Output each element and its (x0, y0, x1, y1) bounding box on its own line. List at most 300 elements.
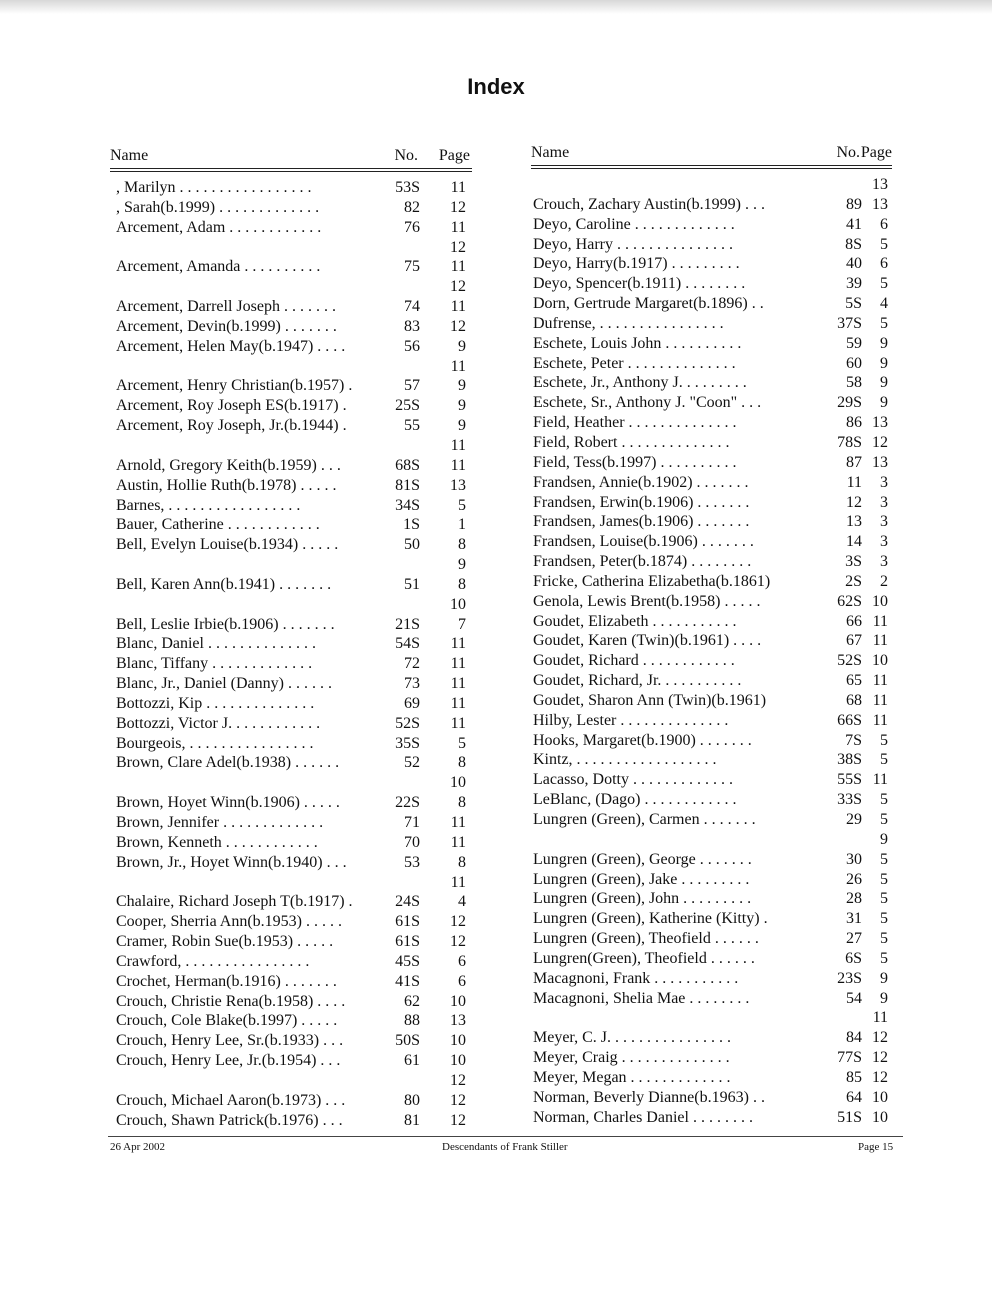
entry-page: 11 (450, 873, 466, 891)
entry-name: Lungren(Green), Theofield . . . . . . (533, 949, 755, 967)
entry-number: 33S (837, 791, 862, 809)
entry-name: Goudet, Richard, Jr. . . . . . . . . . . (533, 672, 742, 690)
entry-page: 5 (458, 734, 466, 752)
entry-number: 38S (837, 751, 862, 769)
entry-number: 1S (403, 516, 420, 534)
entry-page: 13 (450, 476, 466, 494)
entry-number: 89 (846, 195, 862, 213)
index-entry (531, 532, 892, 552)
index-entry (110, 813, 472, 833)
index-entry (110, 1051, 472, 1071)
entry-name: Bell, Leslie Irbie(b.1906) . . . . . . . (116, 615, 335, 633)
entry-page: 5 (880, 870, 888, 888)
entry-name: Barnes, . . . . . . . . . . . . . . . . . (116, 496, 301, 514)
entry-page: 11 (450, 814, 466, 831)
entry-number: 61S (395, 933, 420, 951)
entry-name: Arcement, Roy Joseph, Jr.(b.1944) . (116, 417, 347, 435)
entry-page: 12 (450, 238, 466, 256)
entry-page: 11 (450, 258, 466, 276)
entry-name: Lacasso, Dotty . . . . . . . . . . . . . (533, 771, 733, 789)
page-title: Index (467, 74, 525, 99)
entry-number: 85 (846, 1068, 862, 1086)
index-entry (531, 294, 892, 314)
entry-name: Eschete, Peter . . . . . . . . . . . . . . (533, 354, 736, 372)
entry-page: 9 (458, 417, 466, 435)
header-name: Name (110, 147, 149, 164)
index-entry (531, 770, 892, 790)
entry-page: 3 (880, 473, 888, 491)
index-entry (110, 615, 472, 635)
entry-page: 5 (880, 731, 888, 749)
entry-number: 6S (845, 949, 862, 967)
entry-page: 10 (450, 595, 466, 613)
index-entry (110, 873, 472, 893)
entry-page: 10 (872, 652, 888, 670)
entry-page: 2 (880, 572, 888, 590)
entry-name: Frandsen, Peter(b.1874) . . . . . . . . (533, 553, 752, 571)
index-entry (110, 734, 472, 754)
entry-name: Brown, Jr., Hoyet Winn(b.1940) . . . (116, 853, 347, 871)
entry-name: Macagnoni, Shelia Mae . . . . . . . . (533, 989, 750, 1007)
header-no: No. (836, 144, 860, 161)
entry-number: 52S (837, 652, 862, 670)
entry-number: 26 (846, 870, 862, 888)
entry-name: Macagnoni, Frank . . . . . . . . . . . (533, 969, 739, 987)
index-entry (110, 1031, 472, 1051)
index-entry (110, 337, 472, 357)
entry-number: 23S (837, 969, 862, 987)
entry-number: 50S (395, 1032, 420, 1050)
index-entry (531, 175, 892, 195)
entry-page: 11 (872, 612, 888, 630)
entry-number: 62S (837, 592, 862, 610)
entry-page: 11 (872, 771, 888, 789)
entry-name: Crochet, Herman(b.1916) . . . . . . . (116, 972, 337, 990)
footer-page-number: Page 15 (858, 1141, 894, 1153)
index-entry (531, 691, 892, 711)
entry-page: 13 (872, 414, 888, 432)
entry-name: , Sarah(b.1999) . . . . . . . . . . . . . (116, 198, 320, 216)
entry-name: Arcement, Devin(b.1999) . . . . . . . (116, 317, 337, 335)
index-entry (531, 671, 892, 691)
entry-page: 11 (450, 456, 466, 474)
entry-number: 71 (404, 814, 420, 831)
index-entry (110, 1111, 472, 1131)
entry-name: Lungren (Green), Theofield . . . . . . (533, 930, 759, 948)
index-entry (110, 674, 472, 694)
index-entry (531, 195, 892, 215)
index-entry (110, 555, 472, 575)
entry-number: 29S (837, 394, 862, 412)
entry-page: 11 (872, 711, 888, 729)
index-entry (110, 575, 472, 595)
entry-page: 10 (872, 1108, 888, 1126)
entry-number: 30 (846, 850, 862, 868)
index-rows-left (110, 178, 472, 1131)
index-entry (110, 257, 472, 277)
entry-page: 9 (880, 354, 888, 372)
column-header (531, 143, 892, 165)
entry-name: Fricke, Catherina Elizabetha(b.1861) (533, 572, 771, 590)
index-entry (531, 274, 892, 294)
entry-number: 83 (404, 317, 420, 335)
entry-number: 45S (395, 952, 420, 970)
entry-number: 53 (404, 853, 420, 871)
footer-rule (108, 1136, 903, 1137)
entry-number: 66 (846, 612, 862, 630)
index-entry (531, 750, 892, 770)
entry-number: 53S (395, 179, 420, 196)
entry-page: 9 (458, 337, 466, 355)
entry-number: 27 (846, 930, 862, 948)
index-entry (110, 773, 472, 793)
index-entry (531, 552, 892, 572)
index-entry (110, 654, 472, 674)
entry-name: Brown, Kenneth . . . . . . . . . . . . (116, 833, 318, 851)
index-entry (110, 714, 472, 734)
index-entry (531, 1108, 892, 1128)
entry-name: Blanc, Daniel . . . . . . . . . . . . . . (116, 635, 316, 653)
index-entry (531, 790, 892, 810)
entry-page: 8 (458, 536, 466, 554)
entry-page: 9 (880, 374, 888, 392)
entry-number: 76 (404, 218, 420, 236)
entry-number: 57 (404, 377, 420, 395)
index-entry (531, 314, 892, 334)
entry-number: 28 (846, 890, 862, 908)
entry-page: 4 (880, 295, 888, 313)
entry-name: Arnold, Gregory Keith(b.1959) . . . (116, 456, 341, 474)
entry-page: 5 (880, 850, 888, 868)
index-entry (531, 473, 892, 493)
header-no: No. (394, 147, 418, 164)
entry-name: Lungren (Green), John . . . . . . . . . (533, 890, 752, 908)
entry-page: 13 (872, 176, 888, 193)
index-entry (531, 215, 892, 235)
entry-number: 11 (846, 473, 862, 491)
entry-name: Meyer, C. J. . . . . . . . . . . . . . . . (533, 1029, 732, 1047)
entry-name: Frandsen, James(b.1906) . . . . . . . (533, 513, 750, 531)
header-name: Name (531, 144, 570, 161)
entry-page: 5 (880, 275, 888, 293)
entry-name: Dufrense, . . . . . . . . . . . . . . . . (533, 314, 724, 332)
index-entry (110, 912, 472, 932)
entry-page: 11 (872, 691, 888, 709)
index-entry (110, 634, 472, 654)
entry-page: 5 (880, 930, 888, 948)
entry-name: Field, Robert . . . . . . . . . . . . . . (533, 433, 730, 451)
entry-page: 9 (880, 969, 888, 987)
index-entry (531, 453, 892, 473)
entry-name: Field, Tess(b.1997) . . . . . . . . . . (533, 453, 737, 471)
entry-name: Arcement, Darrell Joseph . . . . . . . (116, 298, 336, 316)
entry-number: 51S (837, 1108, 862, 1126)
entry-page: 3 (880, 493, 888, 511)
entry-number: 22S (395, 794, 420, 812)
index-entry (531, 393, 892, 413)
index-entry (531, 512, 892, 532)
entry-name: Crawford, . . . . . . . . . . . . . . . . (116, 952, 310, 970)
entry-name: Lungren (Green), George . . . . . . . (533, 850, 752, 868)
entry-name: Hilby, Lester . . . . . . . . . . . . . . (533, 711, 729, 729)
entry-page: 6 (458, 952, 466, 970)
entry-number: 80 (404, 1091, 420, 1109)
entry-name: Goudet, Richard . . . . . . . . . . . . (533, 652, 735, 670)
entry-number: 75 (404, 258, 420, 276)
entry-name: Cramer, Robin Sue(b.1953) . . . . . (116, 933, 334, 951)
entry-page: 10 (450, 1032, 466, 1050)
entry-name: Hooks, Margaret(b.1900) . . . . . . . (533, 731, 752, 749)
entry-number: 56 (404, 337, 420, 355)
entry-page: 3 (880, 553, 888, 571)
entry-number: 65 (846, 672, 862, 690)
entry-name: Norman, Beverly Dianne(b.1963) . . (533, 1088, 765, 1106)
entry-number: 31 (846, 910, 862, 928)
entry-number: 52S (395, 714, 420, 732)
entry-number: 40 (846, 255, 862, 273)
entry-name: Bauer, Catherine . . . . . . . . . . . . (116, 516, 320, 534)
entry-page: 3 (880, 513, 888, 531)
index-entry (110, 416, 472, 436)
entry-page: 10 (872, 592, 888, 610)
index-entry (531, 1028, 892, 1048)
header-page: Page (438, 147, 470, 164)
entry-number: 41 (846, 215, 862, 233)
entry-number: 67 (846, 632, 862, 650)
index-entry (531, 989, 892, 1009)
entry-name: Bottozzi, Victor J. . . . . . . . . . . . (116, 714, 321, 732)
entry-number: 12 (846, 493, 862, 511)
entry-name: Eschete, Sr., Anthony J. "Coon" . . . (533, 394, 762, 412)
entry-name: Brown, Hoyet Winn(b.1906) . . . . . (116, 794, 340, 812)
index-entry (531, 254, 892, 274)
entry-number: 34S (395, 496, 420, 514)
index-entry (110, 456, 472, 476)
index-entry (531, 810, 892, 830)
index-entry (531, 373, 892, 393)
entry-number: 55S (837, 771, 862, 789)
entry-page: 5 (880, 791, 888, 809)
index-entry (531, 889, 892, 909)
entry-number: 74 (404, 298, 420, 316)
entry-number: 66S (837, 711, 862, 729)
index-entry (531, 631, 892, 651)
index-entry (110, 277, 472, 297)
index-entry (110, 198, 472, 218)
entry-name: Crouch, Michael Aaron(b.1973) . . . (116, 1091, 346, 1109)
entry-page: 12 (450, 1071, 466, 1089)
entry-name: Norman, Charles Daniel . . . . . . . . (533, 1108, 753, 1126)
entry-name: Blanc, Jr., Daniel (Danny) . . . . . . (116, 675, 332, 693)
entry-number: 82 (404, 198, 420, 216)
index-entry (110, 297, 472, 317)
entry-page: 5 (880, 751, 888, 769)
index-entry (110, 357, 472, 377)
entry-name: Genola, Lewis Brent(b.1958) . . . . . (533, 592, 761, 610)
entry-page: 8 (458, 575, 466, 593)
entry-number: 59 (846, 334, 862, 352)
entry-page: 11 (872, 1009, 888, 1027)
entry-page: 9 (880, 394, 888, 412)
entry-name: Goudet, Sharon Ann (Twin)(b.1961) (533, 691, 767, 709)
index-entry (110, 1071, 472, 1091)
index-entry (110, 992, 472, 1012)
index-entry (110, 178, 472, 198)
entry-number: 35S (395, 734, 420, 752)
entry-name: Goudet, Karen (Twin)(b.1961) . . . . (533, 632, 762, 650)
entry-number: 64 (846, 1088, 862, 1106)
header-page: Page (860, 144, 892, 161)
entry-number: 61 (404, 1052, 420, 1070)
header-rule (531, 165, 892, 169)
entry-page: 11 (872, 632, 888, 650)
index-entry (531, 433, 892, 453)
entry-page: 11 (450, 655, 466, 673)
entry-page: 12 (872, 1029, 888, 1047)
entry-name: Bell, Karen Ann(b.1941) . . . . . . . (116, 575, 332, 593)
entry-number: 58 (846, 374, 862, 392)
entry-name: Deyo, Spencer(b.1911) . . . . . . . . (533, 275, 746, 293)
entry-name: Frandsen, Louise(b.1906) . . . . . . . (533, 533, 754, 551)
entry-number: 51 (404, 575, 420, 593)
entry-page: 11 (450, 357, 466, 375)
entry-number: 86 (846, 414, 862, 432)
entry-name: Deyo, Harry(b.1917) . . . . . . . . . (533, 255, 740, 273)
entry-page: 7 (458, 615, 466, 633)
entry-page: 9 (458, 397, 466, 415)
entry-name: Arcement, Helen May(b.1947) . . . . (116, 337, 346, 355)
index-entry (110, 515, 472, 535)
entry-page: 13 (872, 453, 888, 471)
entry-name: Eschete, Jr., Anthony J. . . . . . . . . (533, 374, 747, 392)
entry-page: 12 (450, 317, 466, 335)
index-entry (531, 612, 892, 632)
index-entry (110, 1091, 472, 1111)
entry-name: Arcement, Henry Christian(b.1957) . (116, 377, 353, 395)
entry-page: 11 (450, 635, 466, 653)
entry-page: 11 (450, 675, 466, 693)
entry-number: 87 (846, 453, 862, 471)
entry-page: 4 (458, 893, 466, 911)
index-entry (531, 929, 892, 949)
entry-number: 13 (846, 513, 862, 531)
entry-page: 12 (450, 933, 466, 951)
index-entry (531, 235, 892, 255)
entry-page: 11 (450, 298, 466, 316)
footer-date: 26 Apr 2002 (110, 1141, 165, 1153)
entry-page: 12 (450, 1111, 466, 1129)
index-entry (110, 317, 472, 337)
entry-name: Bottozzi, Kip . . . . . . . . . . . . . . (116, 694, 315, 712)
index-entry (531, 493, 892, 513)
entry-page: 9 (458, 377, 466, 395)
entry-page: 11 (450, 714, 466, 732)
index-entry (531, 711, 892, 731)
entry-page: 11 (450, 218, 466, 236)
index-entry (531, 1068, 892, 1088)
index-entry (531, 830, 892, 850)
entry-name: Deyo, Harry . . . . . . . . . . . . . . . (533, 235, 733, 253)
index-entry (531, 949, 892, 969)
entry-page: 12 (450, 198, 466, 216)
entry-name: Brown, Clare Adel(b.1938) . . . . . . (116, 754, 340, 772)
entry-name: Chalaire, Richard Joseph T(b.1917) . (116, 893, 353, 911)
index-entry (110, 853, 472, 873)
entry-name: Crouch, Henry Lee, Jr.(b.1954) . . . (116, 1052, 341, 1070)
entry-page: 11 (450, 436, 466, 454)
entry-page: 12 (872, 1049, 888, 1067)
index-entry (110, 396, 472, 416)
entry-name: Lungren (Green), Jake . . . . . . . . . (533, 870, 750, 888)
entry-number: 78S (837, 433, 862, 451)
entry-page: 13 (872, 195, 888, 213)
entry-number: 37S (837, 314, 862, 332)
index-entry (531, 651, 892, 671)
index-entry (110, 952, 472, 972)
entry-number: 39 (846, 275, 862, 293)
entry-number: 8S (845, 235, 862, 253)
entry-number: 41S (395, 972, 420, 990)
index-entry (110, 376, 472, 396)
entry-number: 55 (404, 417, 420, 435)
entry-page: 12 (872, 1068, 888, 1086)
entry-page: 11 (450, 694, 466, 712)
entry-name: Lungren (Green), Katherine (Kitty) . (533, 910, 768, 928)
entry-name: Crouch, Henry Lee, Sr.(b.1933) . . . (116, 1032, 344, 1050)
entry-name: Frandsen, Annie(b.1902) . . . . . . . (533, 473, 749, 491)
entry-number: 60 (846, 354, 862, 372)
entry-page: 12 (450, 278, 466, 296)
entry-page: 5 (880, 949, 888, 967)
entry-page: 12 (872, 433, 888, 451)
index-entry (110, 218, 472, 238)
entry-page: 12 (450, 913, 466, 931)
entry-number: 69 (404, 694, 420, 712)
entry-name: Kintz, . . . . . . . . . . . . . . . . . . (533, 751, 717, 769)
entry-number: 50 (404, 536, 420, 554)
entry-number: 68 (846, 691, 862, 709)
entry-name: Arcement, Amanda . . . . . . . . . . (116, 258, 321, 276)
index-entry (110, 753, 472, 773)
entry-number: 29 (846, 811, 862, 828)
entry-number: 3S (845, 553, 862, 571)
index-entry (531, 870, 892, 890)
entry-page: 5 (458, 496, 466, 514)
entry-page: 5 (880, 890, 888, 908)
index-entry (531, 731, 892, 751)
index-entry (110, 1011, 472, 1031)
entry-page: 10 (450, 774, 466, 792)
entry-name: Arcement, Roy Joseph ES(b.1917) . (116, 397, 347, 415)
index-entry (110, 833, 472, 853)
entry-number: 25S (395, 397, 420, 415)
entry-page: 11 (450, 833, 466, 851)
entry-page: 8 (458, 754, 466, 772)
entry-page: 10 (872, 1088, 888, 1106)
entry-name: Bourgeois, . . . . . . . . . . . . . . . . (116, 734, 314, 752)
entry-page: 5 (880, 910, 888, 928)
index-entry (110, 892, 472, 912)
entry-number: 68S (395, 456, 420, 474)
entry-name: Arcement, Adam . . . . . . . . . . . . (116, 218, 322, 236)
index-entry (110, 535, 472, 555)
entry-name: Cooper, Sherria Ann(b.1953) . . . . . (116, 913, 342, 931)
index-entry (110, 694, 472, 714)
column-header (110, 146, 472, 168)
entry-name: Lungren (Green), Carmen . . . . . . . (533, 811, 756, 828)
entry-number: 21S (395, 615, 420, 633)
entry-page: 6 (458, 972, 466, 990)
